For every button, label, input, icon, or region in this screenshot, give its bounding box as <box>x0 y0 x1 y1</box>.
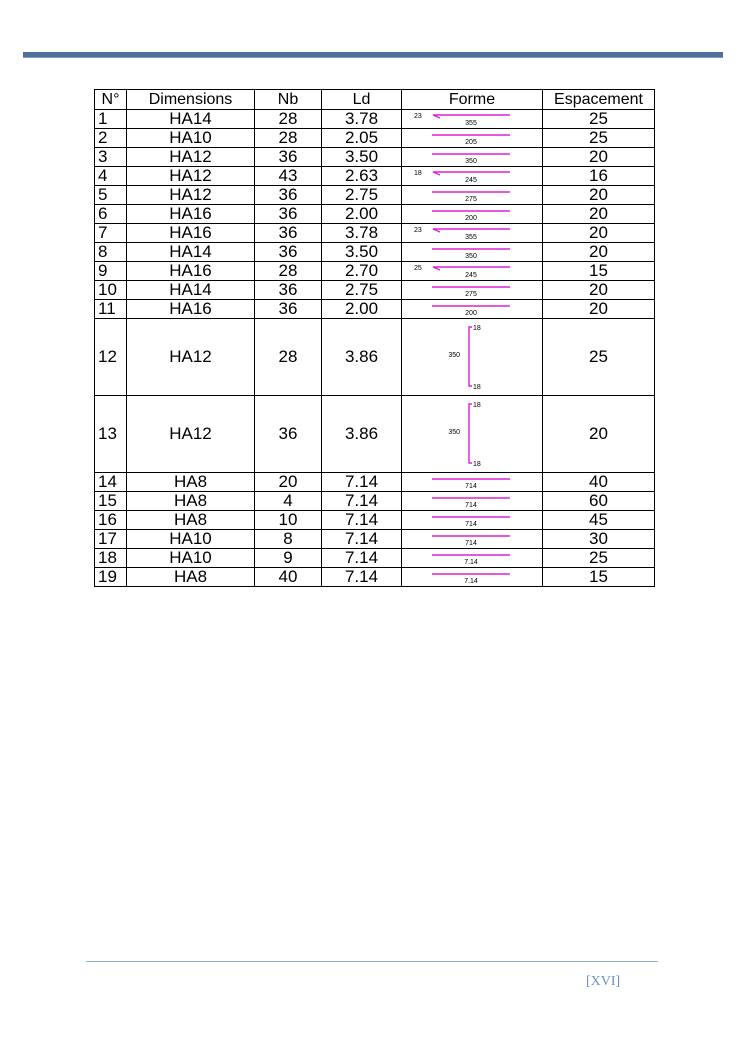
bar-shape-drawing <box>402 129 542 147</box>
cell-number: 12 <box>95 319 127 396</box>
cell-number: 19 <box>95 568 127 587</box>
bar-length-label: 245 <box>465 177 477 184</box>
bar-length-label: 350 <box>448 429 460 436</box>
cell-number: 13 <box>95 396 127 473</box>
cell-spacing: 16 <box>543 167 655 186</box>
cell-dimensions: HA16 <box>127 224 255 243</box>
cell-dimensions: HA10 <box>127 129 255 148</box>
table-row <box>95 148 655 167</box>
cell-number: 15 <box>95 492 127 511</box>
cell-dimensions: HA16 <box>127 262 255 281</box>
table-row <box>95 549 655 568</box>
cell-count: 28 <box>255 262 322 281</box>
bottom-hook-label: 18 <box>473 384 481 391</box>
hooked-bar <box>433 267 510 270</box>
header-length: Ld <box>322 90 402 110</box>
hook-length-label: 25 <box>414 265 422 272</box>
bar-shape-drawing <box>402 473 542 491</box>
cell-spacing: 60 <box>543 492 655 511</box>
cell-spacing: 45 <box>543 511 655 530</box>
cell-number: 5 <box>95 186 127 205</box>
table-row <box>95 473 655 492</box>
cell-count: 43 <box>255 167 322 186</box>
bar-shape-drawing <box>402 319 542 395</box>
cell-number: 6 <box>95 205 127 224</box>
table-row <box>95 492 655 511</box>
cell-count: 36 <box>255 243 322 262</box>
table-row <box>95 167 655 186</box>
cell-length: 2.05 <box>322 129 402 148</box>
cell-dimensions: HA12 <box>127 148 255 167</box>
cell-length: 7.14 <box>322 530 402 549</box>
cell-spacing: 20 <box>543 300 655 319</box>
header-shape: Forme <box>402 90 543 110</box>
bar-shape-drawing <box>402 167 542 185</box>
cell-length: 2.70 <box>322 262 402 281</box>
cell-length: 7.14 <box>322 492 402 511</box>
cell-shape <box>402 262 543 281</box>
cell-spacing: 20 <box>543 205 655 224</box>
cell-length: 3.78 <box>322 224 402 243</box>
cell-count: 36 <box>255 300 322 319</box>
bar-length-label: 200 <box>465 215 477 222</box>
cell-count: 4 <box>255 492 322 511</box>
cell-length: 3.50 <box>322 148 402 167</box>
footer-rule <box>86 961 658 962</box>
cell-length: 2.63 <box>322 167 402 186</box>
cell-shape <box>402 224 543 243</box>
cell-shape <box>402 568 543 587</box>
cell-dimensions: HA14 <box>127 110 255 129</box>
bar-length-label: 200 <box>465 310 477 317</box>
bar-length-label: 714 <box>465 502 477 509</box>
cell-dimensions: HA8 <box>127 492 255 511</box>
cell-count: 36 <box>255 396 322 473</box>
hook-length-label: 23 <box>414 113 422 120</box>
bar-length-label: 205 <box>465 139 477 146</box>
table-row <box>95 224 655 243</box>
cell-length: 2.75 <box>322 186 402 205</box>
cell-shape <box>402 549 543 568</box>
cell-count: 40 <box>255 568 322 587</box>
cell-spacing: 20 <box>543 396 655 473</box>
cell-spacing: 25 <box>543 319 655 396</box>
cell-number: 10 <box>95 281 127 300</box>
cell-number: 16 <box>95 511 127 530</box>
cell-spacing: 25 <box>543 110 655 129</box>
table-row <box>95 511 655 530</box>
table-row <box>95 205 655 224</box>
cell-shape <box>402 473 543 492</box>
cell-dimensions: HA10 <box>127 549 255 568</box>
bar-length-label: 245 <box>465 272 477 279</box>
cell-count: 20 <box>255 473 322 492</box>
cell-number: 4 <box>95 167 127 186</box>
cell-shape <box>402 205 543 224</box>
cell-shape <box>402 492 543 511</box>
cell-shape <box>402 110 543 129</box>
page-number: [XVI] <box>586 974 621 989</box>
table-row <box>95 396 655 473</box>
cell-number: 8 <box>95 243 127 262</box>
header-rule <box>23 52 723 58</box>
cell-dimensions: HA14 <box>127 281 255 300</box>
cell-number: 9 <box>95 262 127 281</box>
cell-dimensions: HA8 <box>127 511 255 530</box>
cell-number: 17 <box>95 530 127 549</box>
cell-spacing: 20 <box>543 186 655 205</box>
bar-length-label: 714 <box>465 540 477 547</box>
cell-length: 7.14 <box>322 473 402 492</box>
bar-shape-drawing <box>402 262 542 280</box>
cell-shape <box>402 319 543 396</box>
bottom-hook-label: 18 <box>473 461 481 468</box>
cell-shape <box>402 243 543 262</box>
cell-length: 3.86 <box>322 319 402 396</box>
cell-dimensions: HA12 <box>127 396 255 473</box>
cell-shape <box>402 530 543 549</box>
cell-count: 28 <box>255 319 322 396</box>
cell-spacing: 40 <box>543 473 655 492</box>
bar-shape-drawing <box>402 110 542 128</box>
bar-shape-drawing <box>402 224 542 242</box>
bar-length-label: 355 <box>465 234 477 241</box>
header-count: Nb <box>255 90 322 110</box>
cell-length: 3.50 <box>322 243 402 262</box>
bar-shape-drawing <box>402 300 542 318</box>
cell-shape <box>402 129 543 148</box>
cell-number: 3 <box>95 148 127 167</box>
cell-count: 8 <box>255 530 322 549</box>
bar-length-label: 714 <box>465 521 477 528</box>
cell-number: 18 <box>95 549 127 568</box>
bar-length-label: 355 <box>465 120 477 127</box>
table-row <box>95 129 655 148</box>
cell-number: 7 <box>95 224 127 243</box>
cell-length: 2.00 <box>322 300 402 319</box>
cell-number: 1 <box>95 110 127 129</box>
table-header-row <box>95 90 655 110</box>
cell-number: 11 <box>95 300 127 319</box>
cell-spacing: 20 <box>543 243 655 262</box>
cell-length: 7.14 <box>322 549 402 568</box>
vertical-bar <box>469 327 472 386</box>
bar-length-label: 350 <box>448 352 460 359</box>
cell-shape <box>402 396 543 473</box>
cell-count: 36 <box>255 186 322 205</box>
bar-shape-drawing <box>402 205 542 223</box>
cell-shape <box>402 300 543 319</box>
header-number: N° <box>95 90 127 110</box>
bar-length-label: 275 <box>465 291 477 298</box>
cell-shape <box>402 186 543 205</box>
cell-dimensions: HA14 <box>127 243 255 262</box>
bar-shape-drawing <box>402 492 542 510</box>
cell-dimensions: HA12 <box>127 167 255 186</box>
bar-shape-drawing <box>402 396 542 472</box>
hooked-bar <box>433 229 510 232</box>
cell-count: 36 <box>255 281 322 300</box>
vertical-bar <box>469 404 472 463</box>
table-row <box>95 281 655 300</box>
cell-shape <box>402 167 543 186</box>
cell-dimensions: HA10 <box>127 530 255 549</box>
bar-shape-drawing <box>402 511 542 529</box>
cell-number: 14 <box>95 473 127 492</box>
table-row <box>95 300 655 319</box>
header-spacing: Espacement <box>543 90 655 110</box>
bar-length-label: 7.14 <box>464 578 478 585</box>
bar-shape-drawing <box>402 148 542 166</box>
bar-shape-drawing <box>402 281 542 299</box>
cell-count: 36 <box>255 148 322 167</box>
cell-spacing: 25 <box>543 129 655 148</box>
cell-length: 2.75 <box>322 281 402 300</box>
bar-shape-drawing <box>402 530 542 548</box>
cell-dimensions: HA8 <box>127 568 255 587</box>
hooked-bar <box>433 172 510 175</box>
cell-spacing: 25 <box>543 549 655 568</box>
hooked-bar <box>433 115 510 118</box>
bar-length-label: 350 <box>465 253 477 260</box>
cell-number: 2 <box>95 129 127 148</box>
cell-count: 36 <box>255 205 322 224</box>
cell-count: 10 <box>255 511 322 530</box>
cell-shape <box>402 148 543 167</box>
bar-length-label: 275 <box>465 196 477 203</box>
rebar-table <box>94 89 655 587</box>
header-dimensions: Dimensions <box>127 90 255 110</box>
bar-shape-drawing <box>402 186 542 204</box>
bar-length-label: 714 <box>465 483 477 490</box>
cell-dimensions: HA16 <box>127 205 255 224</box>
cell-spacing: 30 <box>543 530 655 549</box>
cell-dimensions: HA12 <box>127 186 255 205</box>
cell-count: 9 <box>255 549 322 568</box>
cell-dimensions: HA16 <box>127 300 255 319</box>
cell-length: 3.78 <box>322 110 402 129</box>
cell-spacing: 20 <box>543 224 655 243</box>
cell-length: 2.00 <box>322 205 402 224</box>
cell-dimensions: HA12 <box>127 319 255 396</box>
cell-count: 28 <box>255 110 322 129</box>
bar-length-label: 7.14 <box>464 559 478 566</box>
hook-length-label: 18 <box>414 170 422 177</box>
cell-length: 7.14 <box>322 511 402 530</box>
cell-dimensions: HA8 <box>127 473 255 492</box>
table-row <box>95 243 655 262</box>
table-row <box>95 319 655 396</box>
table-row <box>95 186 655 205</box>
table-row <box>95 568 655 587</box>
cell-spacing: 15 <box>543 262 655 281</box>
cell-shape <box>402 511 543 530</box>
hook-length-label: 23 <box>414 227 422 234</box>
bar-shape-drawing <box>402 243 542 261</box>
reinforcement-schedule <box>94 89 655 587</box>
cell-length: 3.86 <box>322 396 402 473</box>
cell-count: 28 <box>255 129 322 148</box>
table-row <box>95 530 655 549</box>
cell-spacing: 15 <box>543 568 655 587</box>
cell-spacing: 20 <box>543 281 655 300</box>
cell-count: 36 <box>255 224 322 243</box>
bar-shape-drawing <box>402 568 542 586</box>
bar-length-label: 350 <box>465 158 477 165</box>
table-row <box>95 262 655 281</box>
top-hook-label: 18 <box>473 325 481 332</box>
cell-length: 7.14 <box>322 568 402 587</box>
bar-shape-drawing <box>402 549 542 567</box>
table-row <box>95 110 655 129</box>
top-hook-label: 18 <box>473 402 481 409</box>
cell-spacing: 20 <box>543 148 655 167</box>
cell-shape <box>402 281 543 300</box>
